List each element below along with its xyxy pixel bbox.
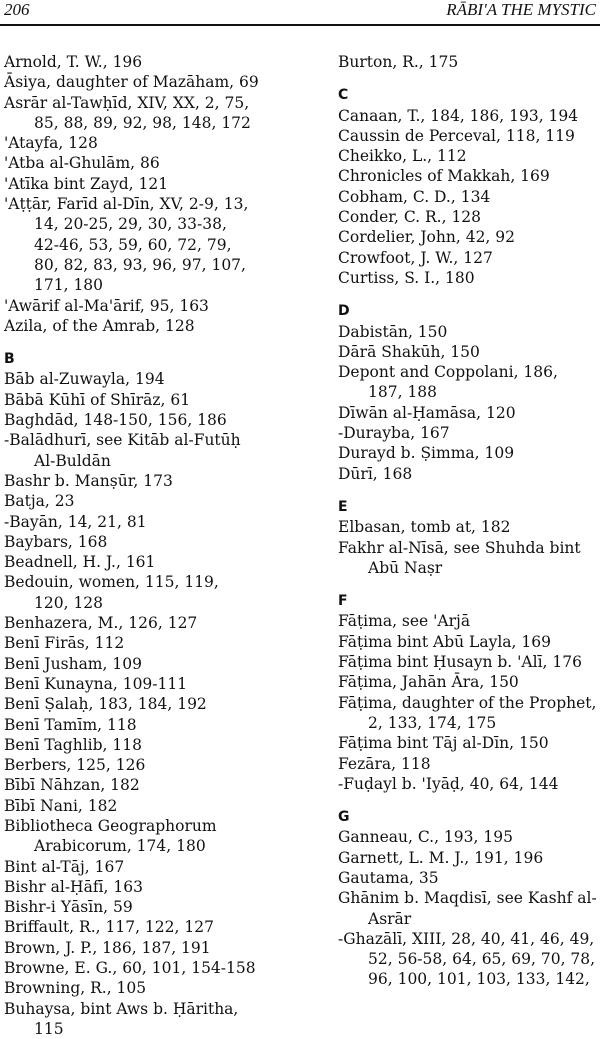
index-entry <box>4 194 304 295</box>
index-column-right <box>338 52 598 990</box>
entry-line: Gautama, 35 <box>338 868 439 887</box>
index-entry <box>4 755 304 775</box>
index-entry <box>4 897 304 917</box>
entry-line: Burton, R., 175 <box>338 53 459 71</box>
entry-line: Benī Kunayna, 109-111 <box>4 674 188 693</box>
entry-line: Asrār al-Tawḥīd, XIV, XX, 2, 75, <box>4 93 250 112</box>
index-entry <box>338 268 598 288</box>
index-entry <box>338 322 598 342</box>
entry-line: Berbers, 125, 126 <box>4 756 146 775</box>
entry-continuation: Arabicorum, 174, 180 <box>34 837 206 856</box>
entry-continuation: Al-Buldān <box>34 451 111 470</box>
entry-line: Fāṭima bint Ḥusayn b. 'Alī, 176 <box>338 653 582 672</box>
entry-line: Dīwān al-Ḥamāsa, 120 <box>338 403 516 422</box>
index-entry <box>338 248 598 268</box>
index-entry <box>338 207 598 227</box>
index-entry <box>4 316 304 336</box>
entry-line: Bashr b. Manṣūr, 173 <box>4 471 173 490</box>
index-entry <box>4 857 304 877</box>
index-entry <box>338 423 598 443</box>
entry-line: 'Atba al-Ghulām, 86 <box>4 154 160 173</box>
entry-line: Crowfoot, J. W., 127 <box>338 248 493 267</box>
entry-line: Āsiya, daughter of Mazāham, 69 <box>4 73 259 92</box>
index-entry <box>338 929 598 990</box>
entry-line: Dabistān, 150 <box>338 322 448 341</box>
index-entry <box>338 888 598 929</box>
index-entry <box>338 126 598 146</box>
entry-line: -Balādhurī, see Kitāb al-Futūḥ <box>4 431 241 450</box>
index-entry <box>4 715 304 735</box>
index-entry <box>338 227 598 247</box>
entry-line: -Ghazālī, XIII, 28, 40, 41, 46, 49, <box>338 929 595 948</box>
entry-line: Browne, E. G., 60, 101, 154-158 <box>4 959 256 978</box>
entry-line: Bedouin, women, 115, 119, <box>4 573 219 592</box>
index-entry <box>338 848 598 868</box>
index-entry <box>338 672 598 692</box>
entry-continuation: 115 <box>34 1019 64 1038</box>
index-entry <box>338 166 598 186</box>
entry-line: Caussin de Perceval, 118, 119 <box>338 126 575 145</box>
entry-line: Canaan, T., 184, 186, 193, 194 <box>338 106 579 125</box>
section-letter: G <box>338 809 350 826</box>
index-entry <box>4 613 304 633</box>
entry-line: Garnett, L. M. J., 191, 196 <box>338 848 544 867</box>
entry-line: Benī Taghlib, 118 <box>4 735 142 754</box>
index-entry <box>338 611 598 631</box>
index-entry <box>338 733 598 753</box>
entry-continuation: 96, 100, 101, 103, 133, 142, <box>368 970 590 989</box>
index-entry <box>338 146 598 166</box>
index-entry <box>4 430 304 471</box>
index-entry <box>4 572 304 613</box>
entry-line: Azila, of the Amrab, 128 <box>4 316 195 335</box>
index-entry <box>4 938 304 958</box>
index-entry <box>338 652 598 672</box>
entry-line: Benī Ṣalaḥ, 183, 184, 192 <box>4 695 207 714</box>
entry-line: Cordelier, John, 42, 92 <box>338 228 516 247</box>
index-entry <box>4 153 304 173</box>
index-entry <box>4 999 304 1039</box>
index-entry <box>4 633 304 653</box>
index-entry <box>4 491 304 511</box>
entry-line: Dūrī, 168 <box>338 464 413 483</box>
entry-line: -Fuḍayl b. 'Iyāḍ, 40, 64, 144 <box>338 774 559 793</box>
entry-continuation: 42-46, 53, 59, 60, 72, 79, <box>34 235 232 254</box>
entry-line: Benī Tamīm, 118 <box>4 715 137 734</box>
entry-line: Browning, R., 105 <box>4 979 147 998</box>
entry-line: Elbasan, tomb at, 182 <box>338 518 511 537</box>
index-entry <box>4 532 304 552</box>
index-entry <box>4 978 304 998</box>
section-letter: D <box>338 303 350 320</box>
index-entry <box>338 827 598 847</box>
entry-line: Conder, C. R., 128 <box>338 208 482 227</box>
index-entry <box>338 362 598 403</box>
entry-line: Brown, J. P., 186, 187, 191 <box>4 938 211 957</box>
section-letter: C <box>338 87 349 104</box>
entry-line: Ganneau, C., 193, 195 <box>338 828 513 847</box>
running-title: RĀBI'A THE MYSTIC <box>446 0 596 19</box>
index-entry <box>4 917 304 937</box>
index-entry <box>4 296 304 316</box>
entry-line: -Durayba, 167 <box>338 424 450 443</box>
index-entry <box>338 517 598 537</box>
entry-line: Durayd b. Ṣimma, 109 <box>338 444 515 463</box>
entry-line: Briffault, R., 117, 122, 127 <box>4 918 214 937</box>
header-rule <box>0 24 600 26</box>
entry-line: Bībī Nani, 182 <box>4 796 118 815</box>
entry-line: Chronicles of Makkah, 169 <box>338 167 550 186</box>
entry-line: Baghdād, 148-150, 156, 186 <box>4 411 227 430</box>
index-entry <box>338 693 598 734</box>
index-entry <box>4 958 304 978</box>
index-entry <box>4 654 304 674</box>
index-entry <box>4 369 304 389</box>
entry-line: Curtiss, S. I., 180 <box>338 268 475 287</box>
entry-line: Fāṭima, see 'Arjā <box>338 612 471 631</box>
index-entry <box>4 877 304 897</box>
entry-line: Benhazera, M., 126, 127 <box>4 614 198 633</box>
index-entry <box>4 410 304 430</box>
index-entry <box>4 775 304 795</box>
index-entry <box>338 106 598 126</box>
entry-line: 'Aṭṭār, Farīd al-Dīn, XV, 2-9, 13, <box>4 195 249 214</box>
entry-line: Fakhr al-Nīsā, see Shuhda bint <box>338 538 581 557</box>
index-entry <box>4 133 304 153</box>
entry-line: 'Atayfa, 128 <box>4 134 98 153</box>
index-entry <box>338 538 598 579</box>
running-header <box>0 0 600 24</box>
entry-line: Fāṭima, daughter of the Prophet, <box>338 693 597 712</box>
entry-line: Benī Firās, 112 <box>4 634 125 653</box>
entry-line: Buhaysa, bint Aws b. Ḥāritha, <box>4 999 239 1018</box>
entry-continuation: Asrār <box>368 909 412 928</box>
index-entry <box>4 93 304 134</box>
entry-line: Cobham, C. D., 134 <box>338 187 491 206</box>
index-entry <box>338 52 598 72</box>
index-entry <box>4 471 304 491</box>
entry-line: Bishr al-Ḥāfī, 163 <box>4 877 143 896</box>
index-entry <box>4 52 304 72</box>
entry-line: Fāṭima bint Tāj al-Dīn, 150 <box>338 734 549 753</box>
entry-line: 'Atīka bint Zayd, 121 <box>4 174 169 193</box>
entry-line: Bibliotheca Geographorum <box>4 816 217 835</box>
entry-line: Bishr-i Yāsīn, 59 <box>4 898 133 917</box>
entry-continuation: 120, 128 <box>34 593 104 612</box>
entry-continuation: Abū Naṣr <box>368 558 443 577</box>
index-entry <box>338 403 598 423</box>
entry-line: Cheikko, L., 112 <box>338 147 467 166</box>
index-entry <box>4 816 304 857</box>
entry-line: Fezāra, 118 <box>338 754 431 773</box>
index-entry <box>4 390 304 410</box>
section-letter: E <box>338 498 348 515</box>
index-entry <box>338 443 598 463</box>
index-entry <box>4 694 304 714</box>
index-entry <box>4 552 304 572</box>
entry-line: Bāb al-Zuwayla, 194 <box>4 370 165 389</box>
index-column-left <box>4 52 304 1039</box>
index-entry <box>338 754 598 774</box>
index-entry <box>338 774 598 794</box>
entry-line: Beadnell, H. J., 161 <box>4 553 156 572</box>
index-entry <box>338 464 598 484</box>
page-number: 206 <box>4 0 30 19</box>
entry-continuation: 52, 56-58, 64, 65, 69, 70, 78, <box>368 950 596 969</box>
entry-line: Baybars, 168 <box>4 532 108 551</box>
entry-line: Fāṭima, Jahān Āra, 150 <box>338 673 519 692</box>
entry-continuation: 171, 180 <box>34 276 104 295</box>
index-entry <box>338 868 598 888</box>
section-letter: F <box>338 593 348 610</box>
index-entry <box>4 796 304 816</box>
index-entry <box>338 632 598 652</box>
entry-line: Benī Jusham, 109 <box>4 654 142 673</box>
section-letter: B <box>4 351 15 368</box>
entry-line: Fāṭima bint Abū Layla, 169 <box>338 632 551 651</box>
entry-line: Dārā Shakūh, 150 <box>338 342 480 361</box>
entry-continuation: 80, 82, 83, 93, 96, 97, 107, <box>34 255 246 274</box>
entry-line: Bābā Kūhī of Shīrāz, 61 <box>4 390 191 409</box>
entry-line: Batja, 23 <box>4 492 75 511</box>
entry-line: 'Awārif al-Ma'ārif, 95, 163 <box>4 296 209 315</box>
index-entry <box>4 735 304 755</box>
entry-line: Ghānim b. Maqdisī, see Kashf al- <box>338 889 597 908</box>
index-entry <box>4 72 304 92</box>
entry-line: Arnold, T. W., 196 <box>4 53 143 71</box>
entry-line: Bint al-Tāj, 167 <box>4 857 125 876</box>
index-entry <box>4 512 304 532</box>
entry-continuation: 85, 88, 89, 92, 98, 148, 172 <box>34 113 251 132</box>
entry-line: -Bayān, 14, 21, 81 <box>4 512 147 531</box>
entry-continuation: 14, 20-25, 29, 30, 33-38, <box>34 215 227 234</box>
entry-continuation: 2, 133, 174, 175 <box>368 713 497 732</box>
index-entry <box>4 674 304 694</box>
entry-line: Depont and Coppolani, 186, <box>338 363 558 382</box>
entry-continuation: 187, 188 <box>368 383 438 402</box>
index-entry <box>338 342 598 362</box>
entry-line: Bībī Nāhzan, 182 <box>4 776 140 795</box>
index-entry <box>338 187 598 207</box>
index-entry <box>4 174 304 194</box>
